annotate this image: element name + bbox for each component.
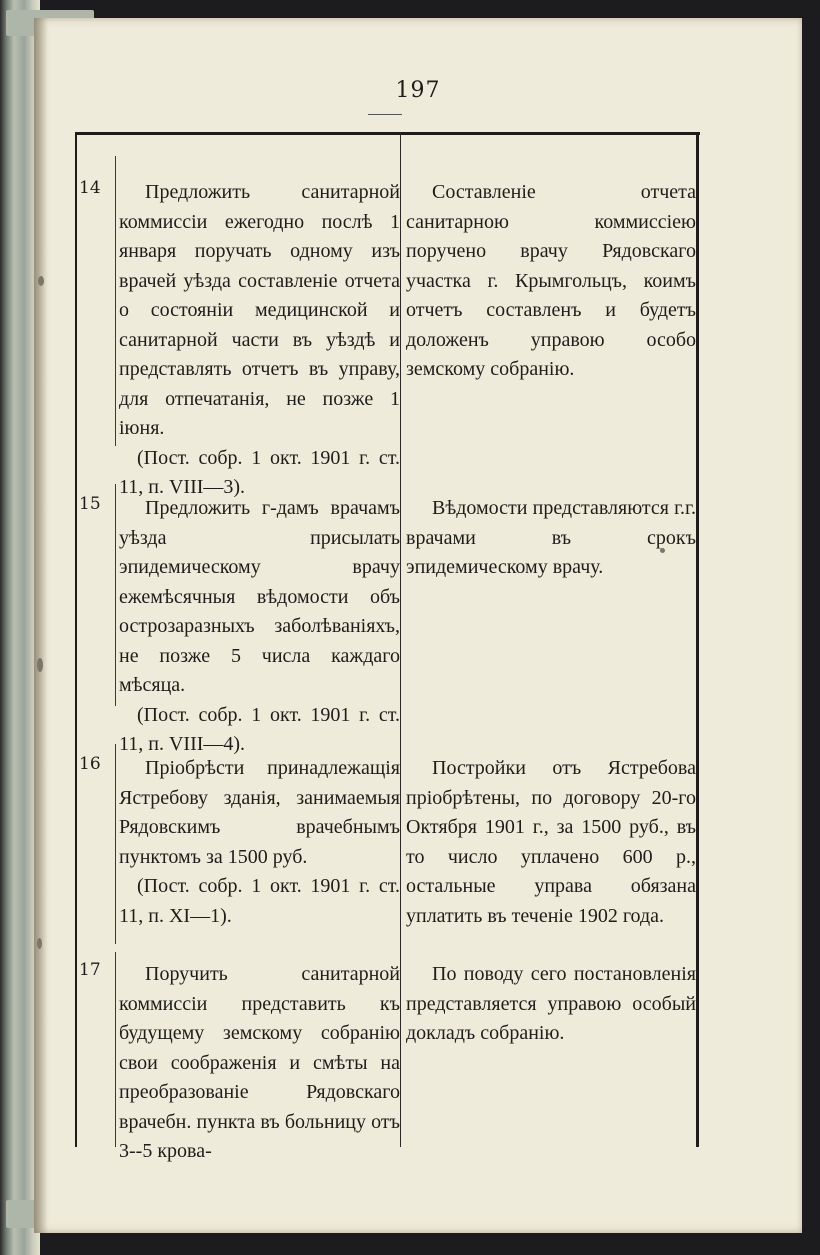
execution-text <box>406 178 696 385</box>
entry-number: 16 <box>79 754 101 774</box>
book-page <box>34 18 802 1233</box>
resolution-citation: (Пост. собр. 1 окт. 1901 г. ст. 11, п. XI—1). <box>119 875 400 927</box>
resolution-paragraph: Предложить санитарной коммиссіи ежегодно послѣ 1 января поручать одному изъ врачей уѣзда составленіе отчета о состояніи медицинской и санитарной части въ уѣздѣ и представлять отчетъ въ управу, для отпечатанія, не позже 1 іюня. <box>119 181 400 439</box>
resolution-citation: (Пост. собр. 1 окт. 1901 г. ст. 11, п. VIII—4). <box>119 703 400 755</box>
execution-text <box>406 494 696 583</box>
resolution-text <box>119 178 400 503</box>
resolution-text <box>119 494 400 760</box>
paper-speck <box>660 548 665 553</box>
table-column-divider <box>400 132 401 1147</box>
resolutions-table <box>75 132 700 1162</box>
page-number-underline <box>368 114 402 115</box>
execution-paragraph: По поводу сего постановленія представляется управою особый докладъ собранію. <box>406 963 696 1044</box>
entry-number: 15 <box>79 494 101 514</box>
resolution-citation: (Пост. собр. 1 окт. 1901 г. ст. 11, п. VIII—3). <box>119 446 400 498</box>
paper-speck <box>37 938 42 949</box>
number-column-divider <box>115 156 116 446</box>
resolution-paragraph: Предложить г-дамъ врачамъ уѣзда присылать эпидемическому врачу ежемѣсячныя вѣдомости объ острозаразныхъ заболѣваніяхъ, не позже 5 числа каждаго мѣсяца. <box>119 497 400 696</box>
number-column-divider <box>115 744 116 944</box>
paper-speck <box>38 276 44 286</box>
page-number: 197 <box>395 78 441 103</box>
execution-paragraph: Составленіе отчета санитарною коммиссіею поручено врачу Рядовскаго участка г. Крымгольцъ, коимъ отчетъ составленъ и будетъ доложенъ управою особо земскому собранію. <box>406 181 696 380</box>
execution-text <box>406 960 696 1049</box>
entry-number: 14 <box>79 178 101 198</box>
table-right-rule <box>696 132 699 1147</box>
resolution-text <box>119 754 400 931</box>
resolution-paragraph: Пріобрѣсти принадлежащія Ястребову зданія, занимаемыя Рядовскимъ врачебнымъ пунктомъ за 1500 руб. <box>119 757 400 868</box>
table-top-rule <box>75 132 700 135</box>
number-column-divider <box>115 952 116 1147</box>
number-column-divider <box>115 484 116 706</box>
entry-number: 17 <box>79 960 101 980</box>
paper-speck <box>37 658 43 672</box>
page-fold-shadow <box>34 18 48 1233</box>
execution-paragraph: Постройки отъ Ястребова пріобрѣтены, по договору 20-го Октября 1901 г., за 1500 руб., въ то число уплачено 600 р., остальные управа обязана уплатить въ теченіе 1902 года. <box>406 757 696 927</box>
table-left-rule <box>75 132 77 1147</box>
resolution-text <box>119 960 400 1167</box>
execution-paragraph: Вѣдомости представляются г.г. врачами въ срокъ эпидемическому врачу. <box>406 497 696 578</box>
execution-text <box>406 754 696 931</box>
resolution-paragraph: Поручить санитарной коммиссіи представить къ будущему земскому собранію свои соображенія и смѣты на преобразованіе Рядовскаго врачебн. пункта въ больницу отъ 3--5 крова- <box>119 963 400 1162</box>
